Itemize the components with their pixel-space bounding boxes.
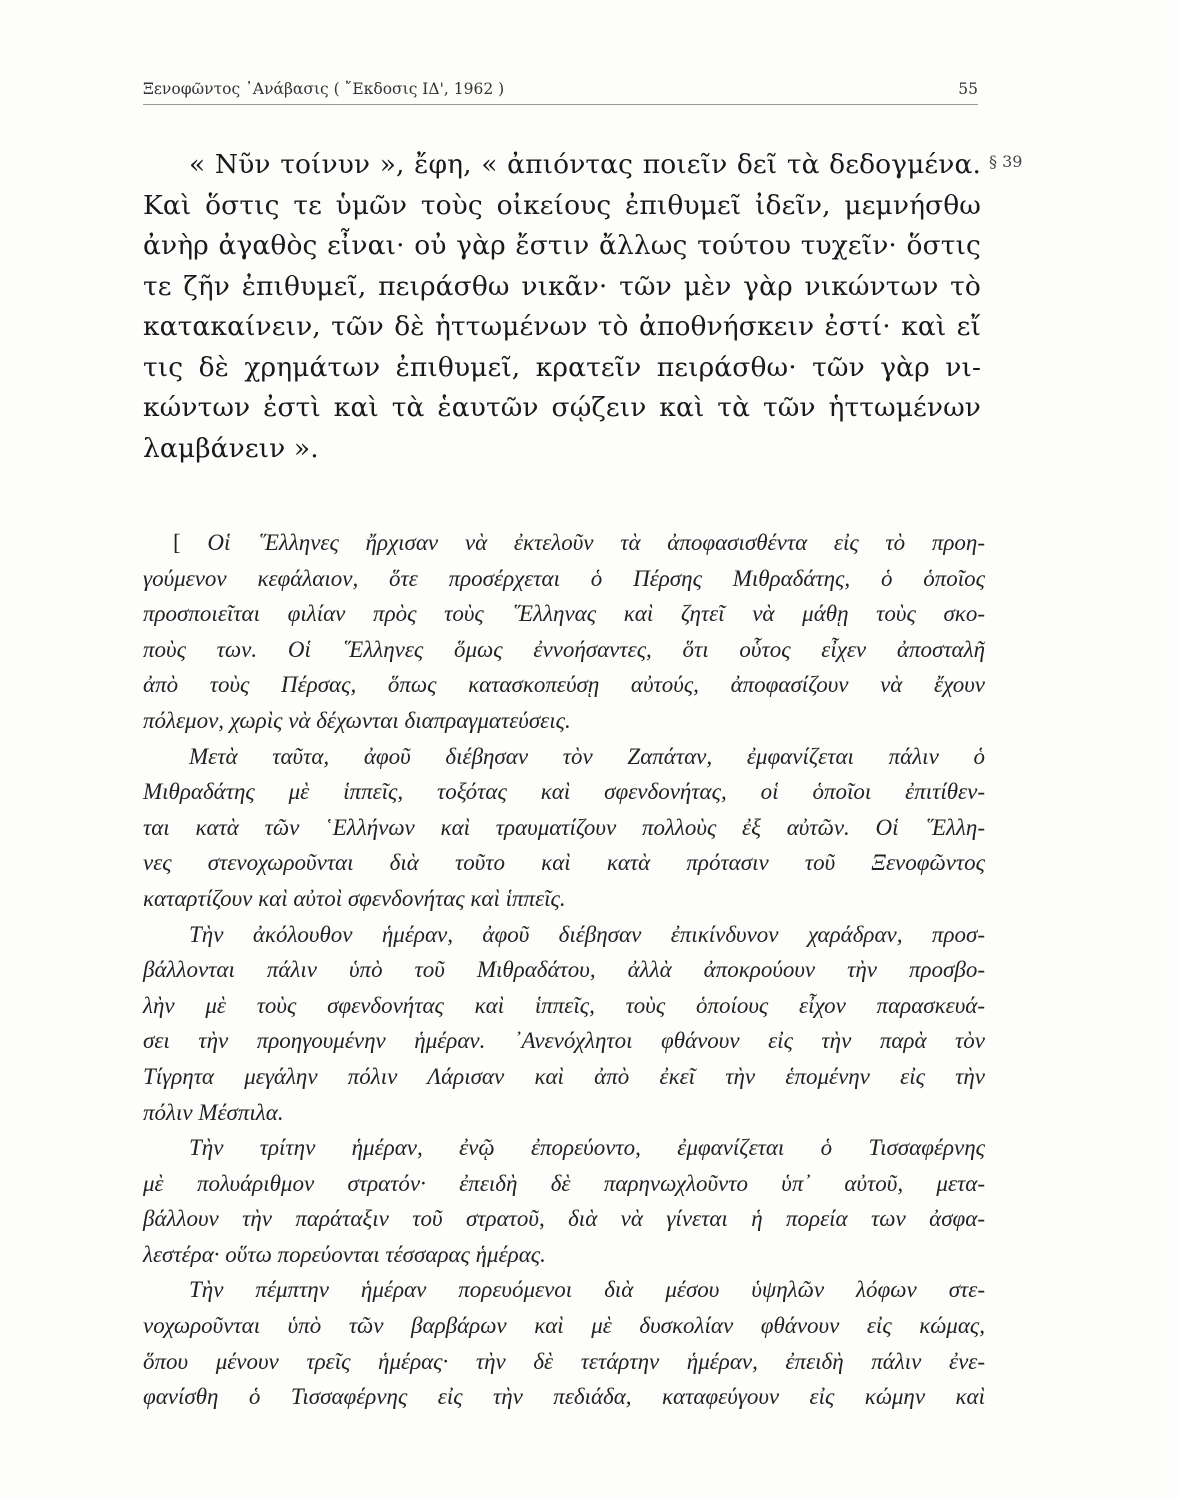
greek-line: λαμβάνειν ». xyxy=(143,432,319,464)
header-title: Ξενοφῶντος ᾿Ανάβασις ( ῎Εκδοσις ΙΔ', 1962 ) xyxy=(143,80,505,98)
summary-line: μὲ πολυάριθμον στρατόν· ἐπειδὴ δὲ παρηνωχλοῦντο ὑπ᾿ αὐτοῦ, μετα- xyxy=(143,1170,985,1196)
summary-line: ποὺς των. Οἱ ῞Ελληνες ὅμως ἐννοήσαντες, ὅτι οὗτος εἶχεν ἀποσταλῆ xyxy=(143,636,985,662)
section-marker: § 39 xyxy=(989,152,1023,171)
summary-line: ἀπὸ τοὺς Πέρσας, ὅπως κατασκοπεύσῃ αὐτούς, ἀποφασίζουν νὰ ἔχουν xyxy=(143,672,985,698)
summary-line: Μετὰ ταῦτα, ἀφοῦ διέβησαν τὸν Ζαπάταν, ἐμφανίζεται πάλιν ὁ xyxy=(189,743,985,769)
summary-line: καταρτίζουν καὶ αὐτοὶ σφενδονήτας καὶ ἱππεῖς. xyxy=(143,885,566,911)
summary-line: φανίσθη ὁ Τισσαφέρνης εἰς τὴν πεδιάδα, καταφεύγουν εἰς κώμην καὶ xyxy=(143,1384,985,1410)
greek-line: τις δὲ χρημάτων ἐπιθυμεῖ, κρατεῖν πειράσθω· τῶν γὰρ νι- xyxy=(143,351,981,383)
summary-line xyxy=(143,525,985,561)
summary-line: βάλλουν τὴν παράταξιν τοῦ στρατοῦ, διὰ νὰ γίνεται ἡ πορεία των ἀσφα- xyxy=(143,1206,985,1232)
summary-line: λὴν μὲ τοὺς σφενδονήτας καὶ ἱππεῖς, τοὺς ὁποίους εἶχον παρασκευά- xyxy=(143,992,985,1018)
modern-greek-summary xyxy=(143,525,985,1415)
summary-line: Τίγρητα μεγάλην πόλιν Λάρισαν καὶ ἀπὸ ἐκεῖ τὴν ἑπομένην εἰς τὴν xyxy=(143,1063,985,1089)
running-header xyxy=(143,76,978,105)
summary-line: βάλλονται πάλιν ὑπὸ τοῦ Μιθραδάτου, ἀλλὰ ἀποκρούουν τὴν προσβο- xyxy=(143,957,985,983)
summary-line: ται κατὰ τῶν ῾Ελλήνων καὶ τραυματίζουν πολλοὺς ἐξ αὐτῶν. Οἱ ῞Ελλη- xyxy=(143,814,985,840)
summary-line: πόλεμον, χωρὶς νὰ δέχωνται διαπραγματεύσεις. xyxy=(143,707,571,733)
summary-line: γούμενον κεφάλαιον, ὅτε προσέρχεται ὁ Πέρσης Μιθραδάτης, ὁ ὁποῖος xyxy=(143,565,985,591)
greek-text-block xyxy=(143,145,981,469)
summary-line: Τὴν ἀκόλουθον ἡμέραν, ἀφοῦ διέβησαν ἐπικίνδυνον χαράδραν, προσ- xyxy=(189,921,985,947)
summary-line: πόλιν Μέσπιλα. xyxy=(143,1099,284,1125)
summary-line: νες στενοχωροῦνται διὰ τοῦτο καὶ κατὰ πρότασιν τοῦ Ξενοφῶντος xyxy=(143,850,985,876)
summary-line: νοχωροῦνται ὑπὸ τῶν βαρβάρων καὶ μὲ δυσκολίαν φθάνουν εἰς κώμας, xyxy=(143,1313,985,1339)
page-number: 55 xyxy=(958,80,978,98)
greek-line: κώντων ἐστὶ καὶ τὰ ἑαυτῶν σῴζειν καὶ τὰ τῶν ἡττωμένων xyxy=(143,392,981,423)
summary-line: Τὴν τρίτην ἡμέραν, ἐνῷ ἐπορεύοντο, ἐμφανίζεται ὁ Τισσαφέρνης xyxy=(189,1135,985,1161)
greek-line: ἀνὴρ ἀγαθὸς εἶναι· οὐ γὰρ ἔστιν ἄλλως τούτου τυχεῖν· ὅστις xyxy=(143,230,981,261)
greek-line: Καὶ ὅστις τε ὑμῶν τοὺς οἰκείους ἐπιθυμεῖ ἰδεῖν, μεμνήσθω xyxy=(143,189,981,221)
summary-line-text: Οἱ ῞Ελληνες ἤρχισαν νὰ ἐκτελοῦν τὰ ἀποφασισθέντα εἰς τὸ προη- xyxy=(207,530,986,555)
summary-line: Μιθραδάτης μὲ ἱππεῖς, τοξότας καὶ σφενδονήτας, οἱ ὁποῖοι ἐπιτίθεν- xyxy=(143,779,985,805)
greek-line: « Νῦν τοίνυν », ἔφη, « ἀπιόντας ποιεῖν δεῖ τὰ δεδογμένα. xyxy=(189,149,981,180)
summary-bracket: [ xyxy=(173,530,181,555)
summary-line: προσποιεῖται φιλίαν πρὸς τοὺς ῞Ελληνας καὶ ζητεῖ νὰ μάθῃ τοὺς σκο- xyxy=(143,601,985,627)
summary-line: Τὴν πέμπτην ἡμέραν πορευόμενοι διὰ μέσου ὑψηλῶν λόφων στε- xyxy=(189,1277,985,1303)
summary-line: ὅπου μένουν τρεῖς ἡμέρας· τὴν δὲ τετάρτην ἡμέραν, ἐπειδὴ πάλιν ἐνε- xyxy=(143,1348,985,1374)
greek-line: κατακαίνειν, τῶν δὲ ἡττωμένων τὸ ἀποθνήσκειν ἐστί· καὶ εἴ xyxy=(143,311,981,342)
greek-line: τε ζῆν ἐπιθυμεῖ, πειράσθω νικᾶν· τῶν μὲν γὰρ νικώντων τὸ xyxy=(143,270,981,302)
summary-line: σει τὴν προηγουμένην ἡμέραν. ᾿Ανενόχλητοι φθάνουν εἰς τὴν παρὰ τὸν xyxy=(143,1028,985,1054)
summary-line: λεστέρα· οὕτω πορεύονται τέσσαρας ἡμέρας. xyxy=(143,1241,546,1267)
